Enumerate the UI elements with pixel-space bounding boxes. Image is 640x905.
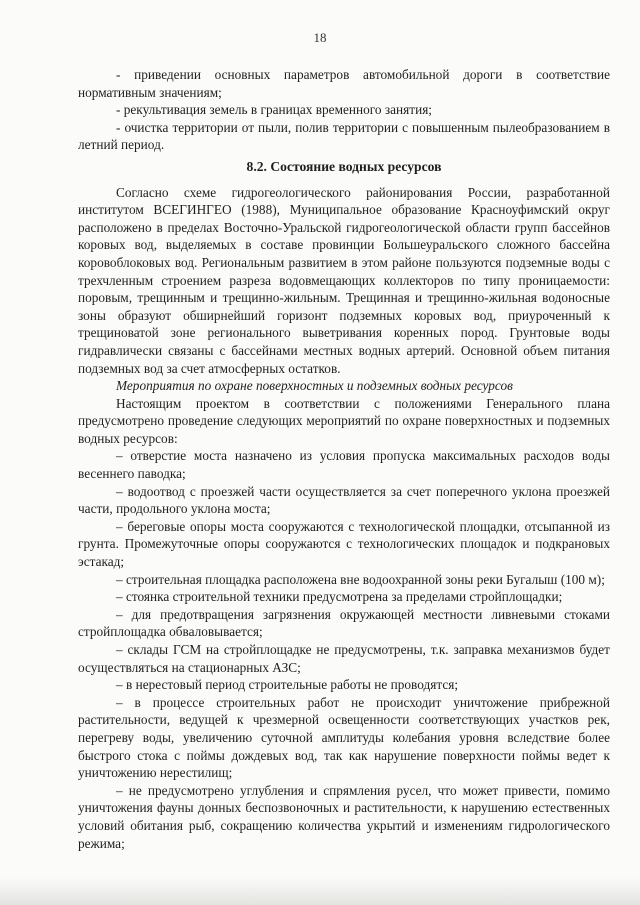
intro-paragraph: Согласно схеме гидрогеологического районирования России, разработанной институтом ВСЕГИНГЕО (1988), Муниципальное образование Красноуфимский округ расположено в пределах Восточно-Уральской гидрогеологической области групп бассейнов коровых вод, выделяемых в составе провинции Большеуральского сложного бассейна коровоблоковых вод. Региональным развитием в этом районе пользуются подземные воды с трехчленным строением разреза водовмещающих коллекторов по типу проницаемости: поровым, трещинным и трещинно-жильным. Трещинная и трещинно-жильная водоносные зоны образуют обширнейший горизонт подземных коровых вод, приуроченный к трещиноватой зоне регионального выветривания коренных пород. Грунтовые воды гидравлически связаны с бассейнами местных водных артерий. Основной объем питания подземных вод за счет атмосферных остатков. xyxy=(78,184,610,376)
scan-shadow xyxy=(0,877,640,905)
list-item: – отверстие моста назначено из условия пропуска максимальных расходов воды весеннего паводка; xyxy=(78,448,610,482)
list-item: - рекультивация земель в границах временного занятия; xyxy=(116,102,433,118)
page-number: 18 xyxy=(313,30,327,45)
list-item: – склады ГСМ на стройплощадке не предусмотрены, т.к. заправка механизмов будет осуществляться на стационарных АЗС; xyxy=(78,642,610,675)
list-item: – не предусмотрено углубления и спрямления русел, что может привести, помимо уничтожения фауны донных беспозвоночных и растительности, к нарушению естественных условий обитания рыб, сокращению количества укрытий и изменениям гидрологического режима; xyxy=(78,782,610,851)
list-item: – строительная площадка расположена вне водоохранной зоны реки Бугалыш (100 м); xyxy=(116,571,605,587)
list-item: - очистка территории от пыли, полив территории с повышенным пылеобразованием в летний период. xyxy=(78,119,610,153)
measures-intro: Настоящим проектом в соответствии с положениями Генерального плана предусмотрено проведение следующих мероприятий по охране поверхностных и подземных водных ресурсов: xyxy=(78,395,610,446)
list-item: – береговые опоры моста сооружаются с технологической площадки, отсыпанной из грунта. Промежуточные опоры сооружаются с технологических площадок и подкрановых эстакад; xyxy=(78,518,610,570)
list-item: – в процессе строительных работ не происходит уничтожение прибрежной растительности, ведущей к чрезмерной освещенности соответствующих участков рек, перегреву воды, увеличению суточной амплитуды колебания уровня вследствие более быстрого стока с поймы дождевых вод, так как нарушение поверхности поймы ведет к уничтожению нерестилищ; xyxy=(78,694,610,781)
list-item: – водоотвод с проезжей части осуществляется за счет поперечного уклона проезжей части, продольного уклона моста; xyxy=(78,483,610,517)
list-item: – стоянка строительной техники предусмотрена за пределами стройплощадки; xyxy=(116,589,563,605)
subheading: Мероприятия по охране поверхностных и подземных водных ресурсов xyxy=(116,378,513,394)
list-item: – в нерестовый период строительные работы не проводятся; xyxy=(116,677,459,693)
list-item: - приведении основных параметров автомобильной дороги в соответствие нормативным значениям; xyxy=(78,67,610,100)
document-body xyxy=(78,66,610,852)
list-item: – для предотвращения загрязнения окружающей местности ливневыми стоками стройплощадка обваловывается; xyxy=(78,606,610,640)
section-heading: 8.2. Состояние водных ресурсов xyxy=(246,158,442,174)
